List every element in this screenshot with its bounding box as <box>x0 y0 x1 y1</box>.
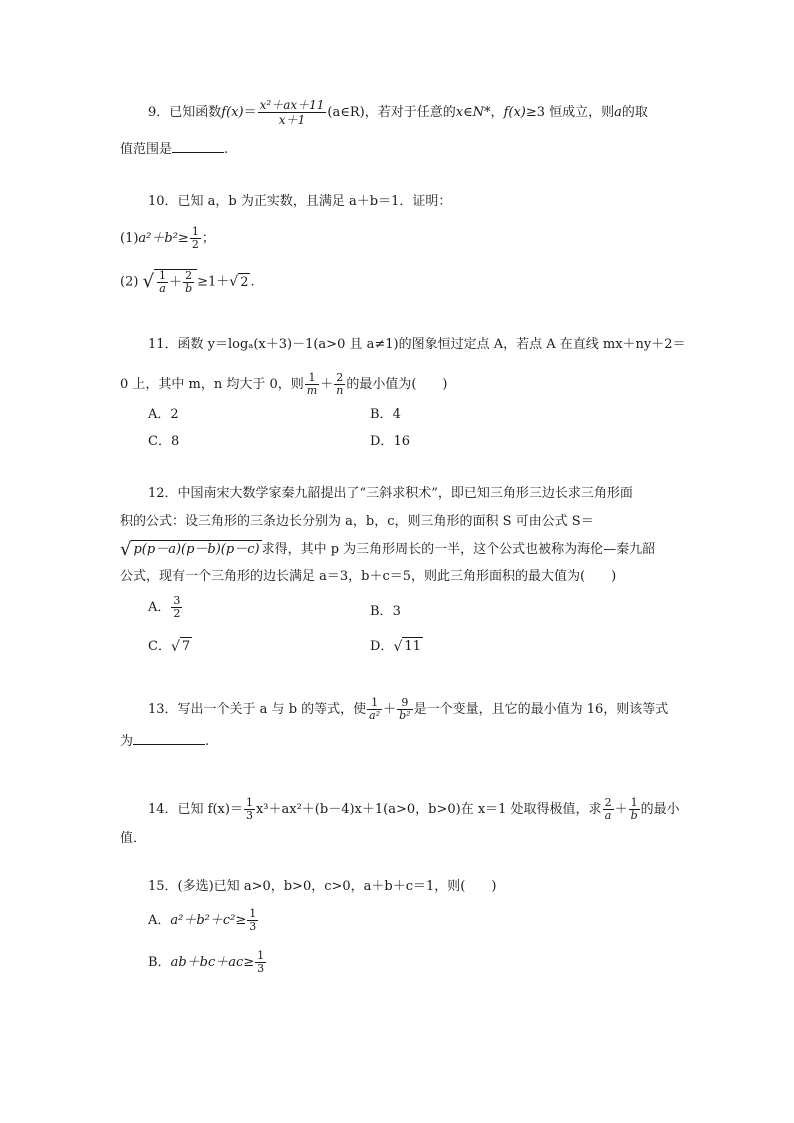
q10-p2-num1: 1 <box>159 269 167 282</box>
q10-p1-end: ； <box>201 231 215 246</box>
q14-frac <box>244 797 255 822</box>
q14-g1-num: 2 <box>604 796 612 809</box>
q12-opt-a-label: A． <box>148 600 171 615</box>
q14-plus: ＋ <box>614 802 628 817</box>
q10-p2-den1: a <box>157 282 168 295</box>
q10-p1-num: 1 <box>191 225 199 238</box>
q9-eq: ＝ <box>243 105 257 120</box>
q11-option-b[interactable] <box>370 406 401 424</box>
q11-f1-den: m <box>306 384 318 397</box>
q13-answer-blank[interactable] <box>133 744 205 745</box>
q11-opt-b-value: 4 <box>392 407 401 422</box>
q9-comma: ， <box>490 105 504 120</box>
q9-fx2: f(x) <box>503 105 526 120</box>
q11-plus: ＋ <box>320 377 334 392</box>
q10-part2 <box>120 269 255 295</box>
q14-frac-g2 <box>629 797 640 822</box>
q12-option-c[interactable] <box>148 637 192 656</box>
q12-opt-a-frac <box>171 595 182 620</box>
q10-p2-plus: ＋ <box>169 275 183 290</box>
q12-opt-c-label: C． <box>148 639 171 654</box>
q11-opt-a-value: 2 <box>170 407 179 422</box>
q11-frac2 <box>334 372 345 397</box>
q15-opt-a-frac <box>247 908 258 933</box>
q13-plus: ＋ <box>383 702 397 717</box>
q15-opt-a-num: 1 <box>249 907 257 920</box>
q11-opt-b-label: B． <box>370 407 393 422</box>
q15-option-b[interactable] <box>148 950 267 975</box>
q11-option-d[interactable] <box>370 433 410 451</box>
q13-frac2 <box>397 697 412 722</box>
q14-g2-den: b <box>630 809 638 822</box>
q11-option-c[interactable] <box>148 433 179 451</box>
q10-p1-fraction <box>190 226 201 251</box>
q13-line1 <box>148 697 668 722</box>
q13-lead: 13．写出一个关于 a 与 b 的等式，使 <box>148 702 367 717</box>
q12-opt-d-value: 11 <box>404 639 421 654</box>
q10-p1-den: 2 <box>191 238 199 251</box>
q9-denominator: x＋1 <box>258 112 327 127</box>
q9-line2-text: 值范围是 <box>120 142 173 157</box>
q11-f2-den: n <box>336 384 344 397</box>
q9-inequality: ≥3 恒成立，则 <box>525 105 615 120</box>
q10-part1 <box>120 226 215 251</box>
q14-frac-g1 <box>603 797 614 822</box>
q12-opt-d-label: D． <box>370 639 394 654</box>
q10-p2-end: . <box>250 274 255 290</box>
q12-line2: 积的公式：设三角形的三条边长分别为 a，b，c，则三角形的面积 S 可由公式 S＝ <box>120 514 594 529</box>
q11-opt-c-label: C． <box>148 434 171 449</box>
q10-p2-frac1 <box>157 270 168 295</box>
q15-line1: 15．(多选)已知 a>0，b>0，c>0，a＋b＋c＝1，则( ) <box>148 879 497 894</box>
q11-line1: 11．函数 y＝logₐ(x＋3)－1(a>0 且 a≠1)的图象恒过定点 A，若点 A 在直线 mx＋ny＋2＝ <box>148 337 686 352</box>
q15-opt-b-expr: ab＋bc＋ac≥ <box>170 955 255 970</box>
q12-line4: 公式，现有一个三角形的边长满足 a＝3，b＋c＝5，则此三角形面积的最大值为( ) <box>120 569 617 584</box>
q9-lead: 已知函数 <box>169 105 222 120</box>
q9-answer-blank[interactable] <box>172 152 224 153</box>
q11-opt-d-value: 16 <box>393 434 410 449</box>
q10-p2-sqrt2-body: 2 <box>240 274 249 290</box>
q12-line3 <box>120 540 655 559</box>
q13-f1-num: 1 <box>371 696 379 709</box>
q12-option-a[interactable] <box>148 595 183 620</box>
q14-f-num: 1 <box>245 796 253 809</box>
q12-sqrt: √ p(p－a)(p－b)(p－c) <box>120 538 260 560</box>
q12-sqrt-body: p(p－a)(p－b)(p－c) <box>133 542 260 557</box>
q14-g2-num: 1 <box>630 796 638 809</box>
q11-line2-b: 的最小值为( ) <box>346 377 448 392</box>
q9-condition: (a∈R)，若对于任意的 <box>327 105 456 120</box>
q12-opt-c-value: 7 <box>181 639 191 654</box>
q15-opt-b-label: B． <box>148 955 171 970</box>
q15-opt-a-label: A． <box>148 913 171 928</box>
q10-p2-den2: b <box>185 282 193 295</box>
q13-frac1 <box>367 697 382 722</box>
q15-opt-b-frac <box>255 950 266 975</box>
q12-opt-a-den: 2 <box>173 607 181 620</box>
q13-tail: 是一个变量，且它的最小值为 16，则该等式 <box>413 702 669 717</box>
q15-option-a[interactable] <box>148 908 259 933</box>
q12-opt-b-label: B． <box>370 604 393 619</box>
q10-p2-ge: ≥1＋ <box>197 274 230 290</box>
q11-option-a[interactable] <box>148 406 179 424</box>
q14-lead: 14．已知 f(x)＝ <box>148 802 243 817</box>
q13-f1-den: a² <box>369 709 381 722</box>
q10-stem: 10．已知 a，b 为正实数，且满足 a＋b＝1．证明： <box>148 194 452 209</box>
q11-opt-d-label: D． <box>370 434 394 449</box>
q10-p2-num2: 2 <box>185 269 193 282</box>
q13-line2: 为 . <box>120 734 210 749</box>
q9-line2: 值范围是 . <box>120 142 229 157</box>
q12-opt-b-value: 3 <box>392 604 401 619</box>
q11-f2-num: 2 <box>336 371 344 384</box>
q14-line1 <box>148 797 680 822</box>
q9-number: 9． <box>148 105 170 120</box>
q13-line2-text: 为 <box>120 734 134 749</box>
q14-tail: 的最小 <box>640 802 680 817</box>
q10-p2-label: (2) <box>120 274 139 290</box>
q9-line1 <box>148 98 648 127</box>
q10-p2-sqrt2: √ 2 <box>229 274 249 290</box>
q12-option-d[interactable] <box>370 637 423 656</box>
q15-opt-b-num: 1 <box>257 949 265 962</box>
q9-domain: x∈N* <box>455 105 491 120</box>
q15-opt-b-den: 3 <box>257 962 265 975</box>
q10-p1-label: (1) <box>120 231 139 246</box>
q9-numerator: x²＋ax＋11 <box>259 98 325 112</box>
q12-opt-c-sqrt: √ 7 <box>170 638 191 655</box>
q11-line2-a: 0 上，其中 m，n 均大于 0，则 <box>120 377 304 392</box>
q14-line2: 值． <box>120 831 147 846</box>
q11-opt-a-label: A． <box>148 407 171 422</box>
q15-opt-a-expr: a²＋b²＋c²≥ <box>170 913 247 928</box>
q12-opt-d-sqrt: √ 11 <box>393 638 421 655</box>
q11-frac1 <box>305 372 319 397</box>
q10-p1-expr: a²＋b²≥ <box>138 231 189 246</box>
q14-g1-den: a <box>603 809 614 822</box>
q12-opt-a-num: 3 <box>173 594 181 607</box>
q13-f2-num: 9 <box>401 696 409 709</box>
q9-var-a: a <box>614 105 622 120</box>
q10-p2-sqrt: √ $\frac{1}{a}$ ＋ $\frac{2}{b}$ <box>143 269 198 295</box>
q11-opt-c-value: 8 <box>170 434 180 449</box>
q12-line3-rest: 求得，其中 p 为三角形周长的一半，这个公式也被称为海伦—秦九韶 <box>261 542 656 557</box>
q12-option-b[interactable] <box>370 603 401 621</box>
q13-f2-den: b² <box>399 709 411 722</box>
q9-fx: f(x) <box>221 105 244 120</box>
q11-f1-num: 1 <box>308 371 316 384</box>
q11-line2 <box>120 372 447 397</box>
q10-p2-frac2 <box>183 270 194 295</box>
q12-line1: 12．中国南宋大数学家秦九韶提出了“三斜求积术”，即已知三角形三边长求三角形面 <box>148 486 633 501</box>
q15-opt-a-den: 3 <box>249 920 257 933</box>
q9-tail: 的取 <box>621 105 648 120</box>
q14-mid: x³＋ax²＋(b－4)x＋1(a>0，b>0)在 x＝1 处取得极值，求 <box>255 802 602 817</box>
q14-f-den: 3 <box>245 809 253 822</box>
q9-fraction <box>258 98 327 127</box>
